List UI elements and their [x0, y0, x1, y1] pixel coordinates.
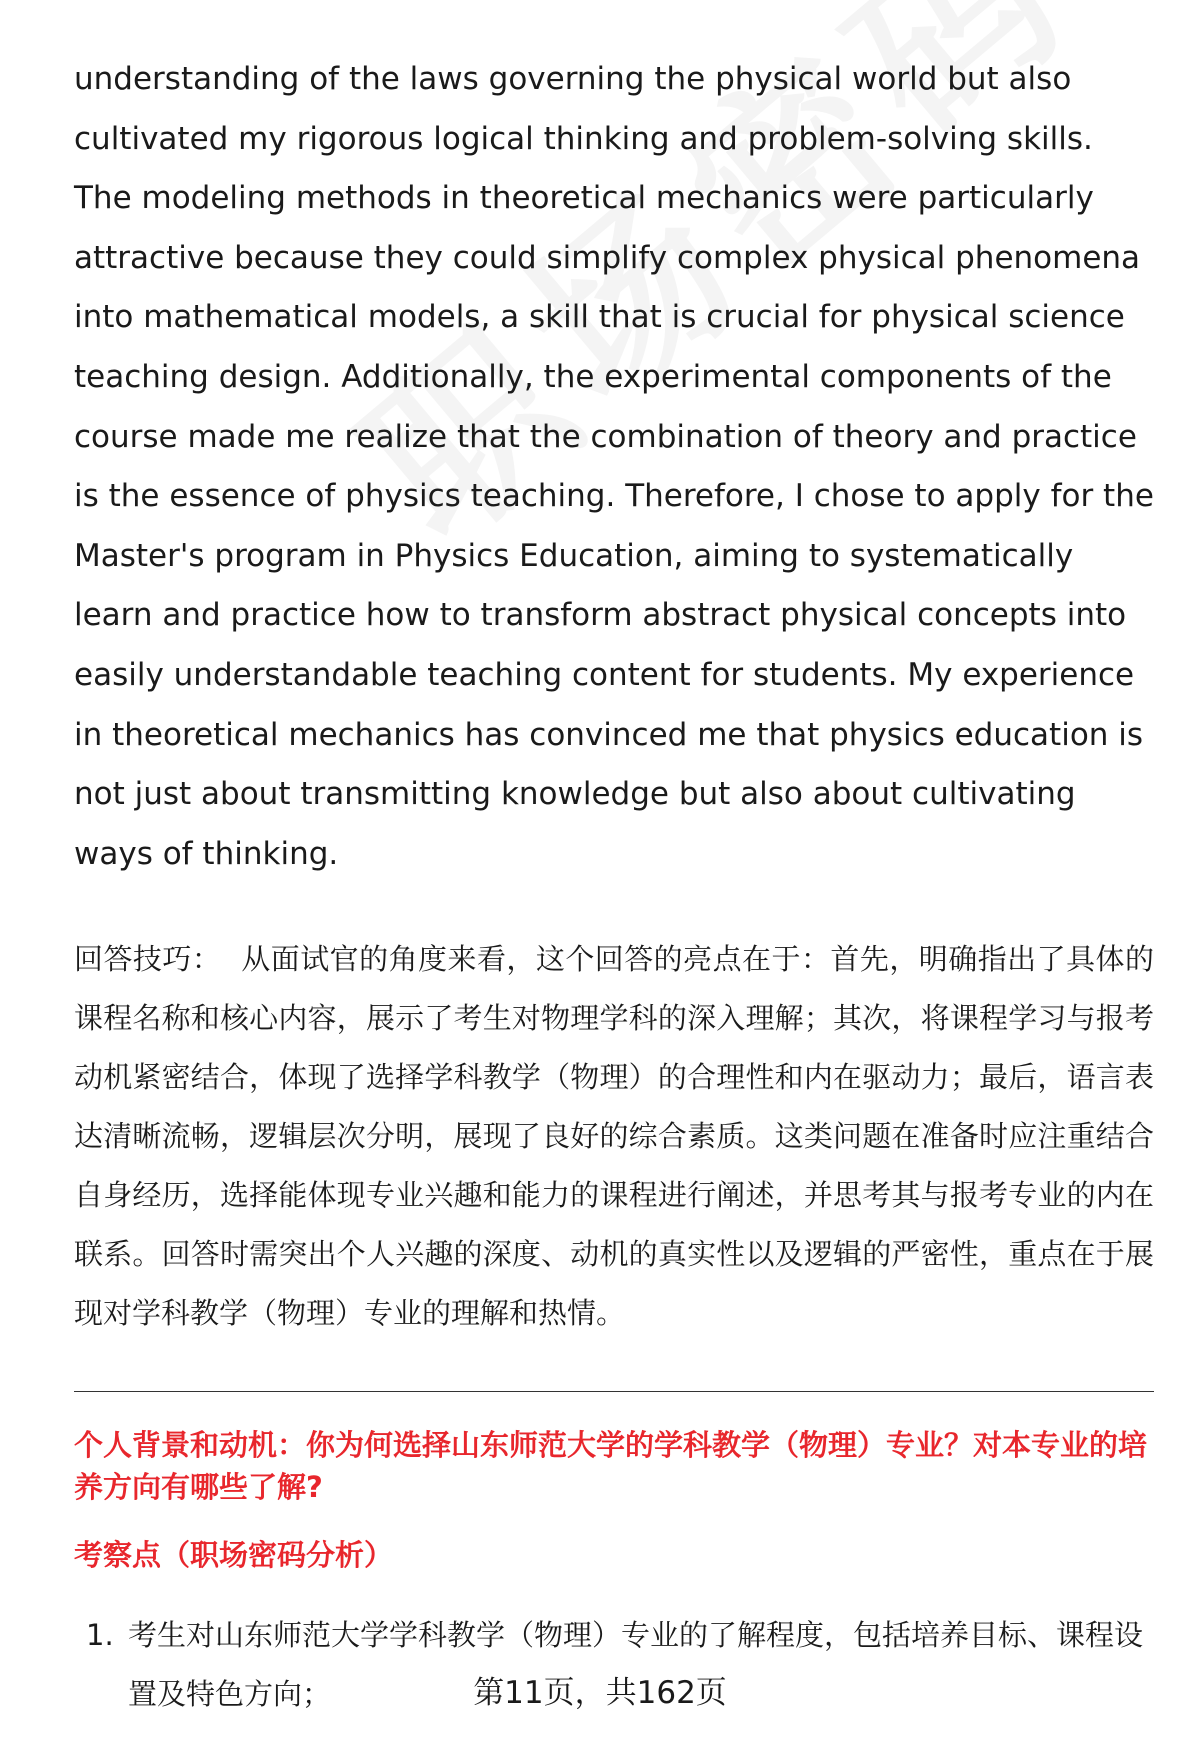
question-heading: 个人背景和动机：你为何选择山东师范大学的学科教学（物理）专业？对本专业的培养方向有哪些了解? [74, 1428, 1148, 1505]
answer-tips [74, 930, 1154, 1343]
tips-label: 回答技巧： [74, 942, 222, 977]
tips-text: 从面试官的角度来看，这个回答的亮点在于：首先，明确指出了具体的课程名称和核心内容，展示了考生对物理学科的深入理解；其次，将课程学习与报考动机紧密结合，体现了选择学科教学（物理）的合理性和内在驱动力；最后，语言表达清晰流畅，逻辑层次分明，展现了良好的综合素质。这类问题在准备时应注重结合自身经历，选择能体现专业兴趣和能力的课程进行阐述，并思考其与报考专业的内在联系。回答时需突出个人兴趣的深度、动机的真实性以及逻辑的严密性，重点在于展现对学科教学（物理）专业的理解和热情。 [74, 942, 1154, 1331]
page-number-footer: 第11页，共162页 [473, 1675, 727, 1711]
examination-points-heading: 考察点（职场密码分析） [74, 1538, 394, 1573]
page-content [74, 50, 1154, 1724]
section-divider [74, 1391, 1154, 1392]
answer-paragraph: understanding of the laws governing the physical world but also cultivated my rigorous logical thinking and problem-solving skills. The modeling methods in theoretical mechanics were particularly attractive because they could simplify complex physical phenomena into mathematical models, a skill that is crucial for physical science teaching design. Additionally, the experimental components of the course made me realize that the combination of theory and practice is the essence of physics teaching. Therefore, I chose to apply for the Master's program in Physics Education, aiming to systematically learn and practice how to transform abstract physical concepts into easily understandable teaching content for students. My experience in theoretical mechanics has convinced me that physics education is not just about transmitting knowledge but also about cultivating ways of thinking. [74, 61, 1154, 872]
list-item-number: 1. [86, 1618, 114, 1653]
list-item-text: 考生对山东师范大学学科教学（物理）专业的了解程度，包括培养目标、课程设置及特色方向； [128, 1618, 1144, 1712]
